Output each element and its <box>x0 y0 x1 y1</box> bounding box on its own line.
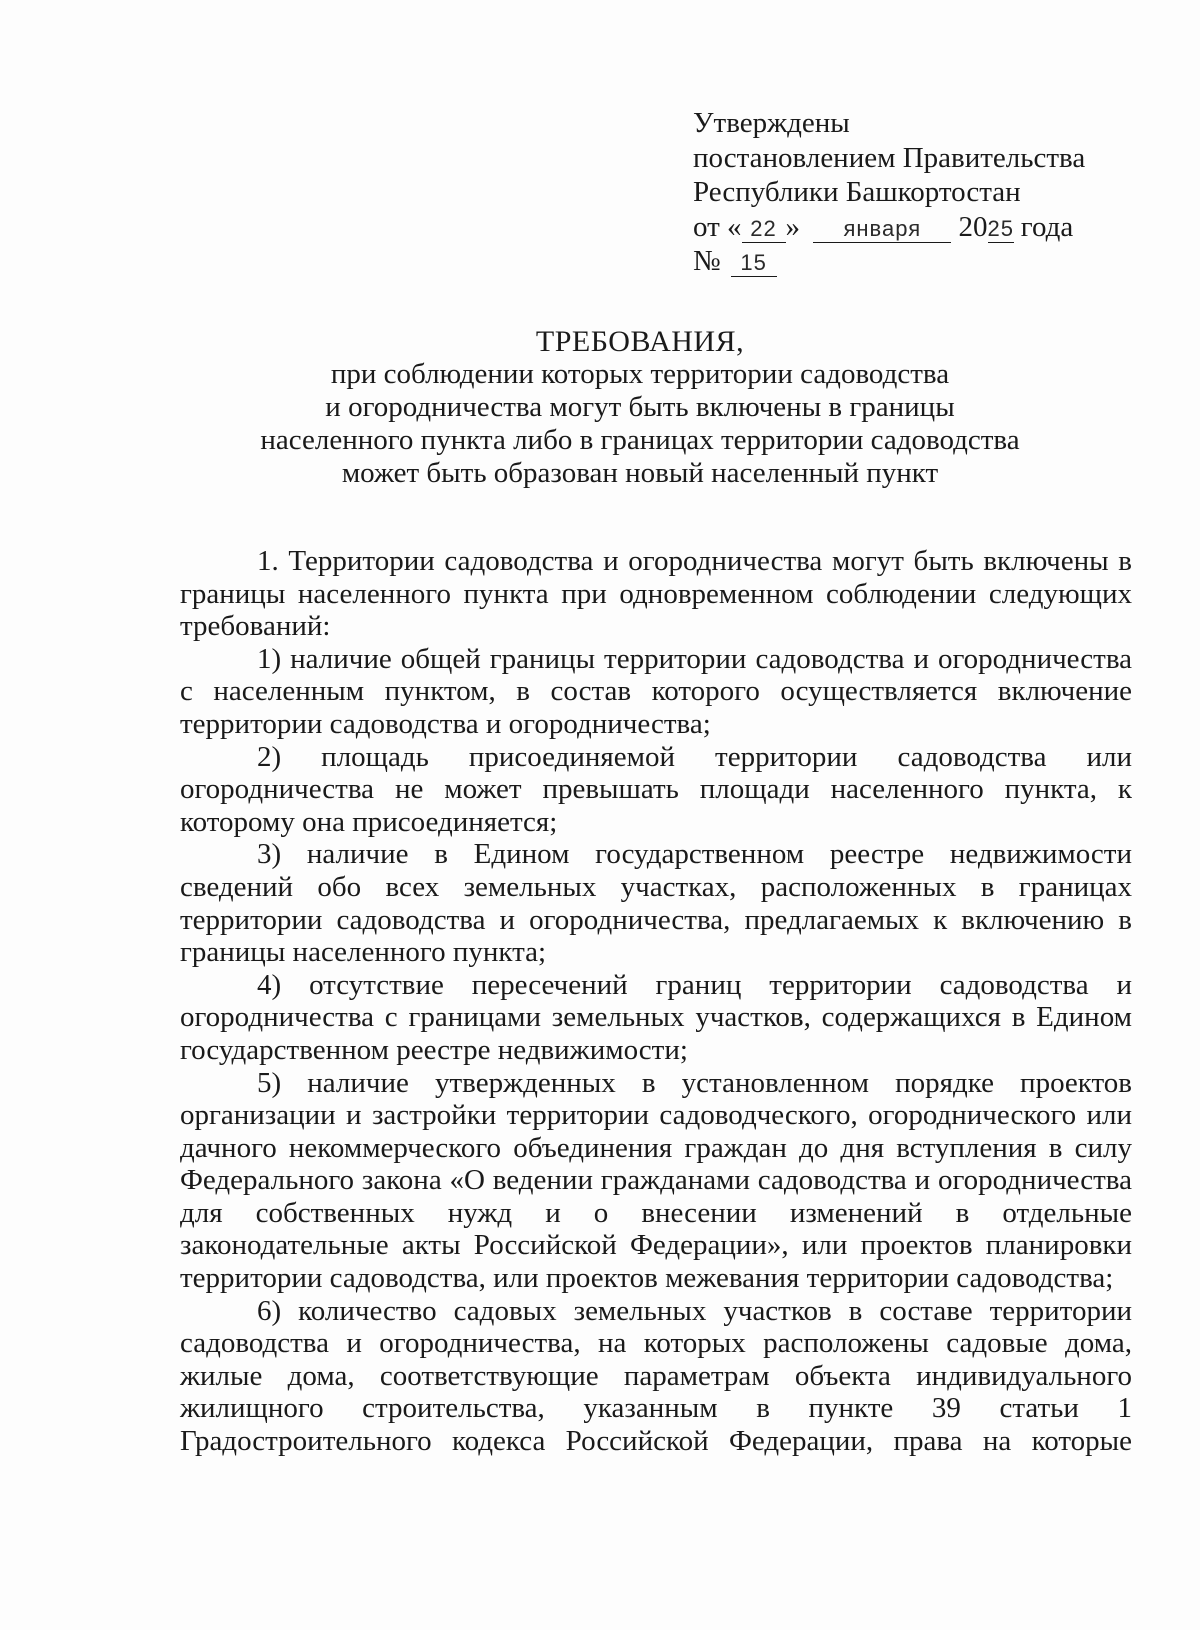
title-line-1: при соблюдении которых территории садоводства <box>330 358 950 390</box>
approval-date-line <box>693 210 1085 245</box>
paragraph-item-1: 1) наличие общей границы территории садоводства и огородничества с населенным пунктом, в состав которого осуществляется включение территории садоводства и огородничества; <box>180 642 1132 740</box>
title-line-4: может быть образован новый населенный пункт <box>341 457 939 489</box>
date-day-close: » <box>785 210 801 243</box>
date-month: января <box>813 216 951 243</box>
document-number: 15 <box>731 250 777 277</box>
document-body <box>180 545 1132 1458</box>
approval-stamp-block <box>693 106 1085 279</box>
approval-line-2: постановлением Правительства <box>693 141 1086 174</box>
date-day: 22 <box>742 216 786 243</box>
date-year-prefix: 20 <box>958 210 988 243</box>
paragraph-item-4: 4) отсутствие пересечений границ территории садоводства и огородничества с границами земельных участков, содержащихся в Едином государственном реестре недвижимости; <box>180 968 1132 1066</box>
approval-line-1: Утверждены <box>693 107 850 139</box>
number-prefix: № <box>693 245 721 277</box>
date-prefix: от « <box>693 210 742 243</box>
approval-line-3: Республики Башкортостан <box>693 176 1021 208</box>
date-year-word: года <box>1020 210 1074 243</box>
title-line-2: и огородничества могут быть включены в границы <box>325 391 955 423</box>
approval-number-line <box>693 244 1085 279</box>
date-year-suffix: 25 <box>987 215 1015 241</box>
paragraph-item-5: 5) наличие утвержденных в установленном порядке проектов организации и застройки территории садоводческого, огороднического или дачного некоммерческого объединения граждан до дня вступления в силу Федерального закона «О ведении гражданами садоводства и огородничества для собственных нужд и о внесении изменений в отдельные законодательные акты Российской Федерации», или проектов планировки территории садоводства, или проектов межевания территории садоводства; <box>180 1066 1132 1295</box>
document-title <box>180 325 1100 490</box>
paragraph-item-3: 3) наличие в Едином государственном реестре недвижимости сведений обо всех земельных участках, расположенных в границах территории садоводства и огородничества, предлагаемых к включению в границы населенного пункта; <box>180 838 1132 969</box>
paragraph-item-2: 2) площадь присоединяемой территории садоводства или огородничества не может превышать площади населенного пункта, к которому она присоединяется; <box>180 740 1132 838</box>
paragraph-1: 1. Территории садоводства и огородничества могут быть включены в границы населенного пункта при одновременном соблюдении следующих требований: <box>180 545 1132 643</box>
title-line-3: населенного пункта либо в границах территории садоводства <box>260 424 1020 456</box>
title-heading: ТРЕБОВАНИЯ, <box>535 325 745 358</box>
paragraph-item-6: 6) количество садовых земельных участков в составе территории садоводства и огородничества, на которых расположены садовые дома, жилые дома, соответствующие параметрам объекта индивидуального жилищного строительства, указанным в пункте 39 статьи 1 Градостроительного кодекса Российской Федерации, права на которые <box>180 1294 1132 1458</box>
